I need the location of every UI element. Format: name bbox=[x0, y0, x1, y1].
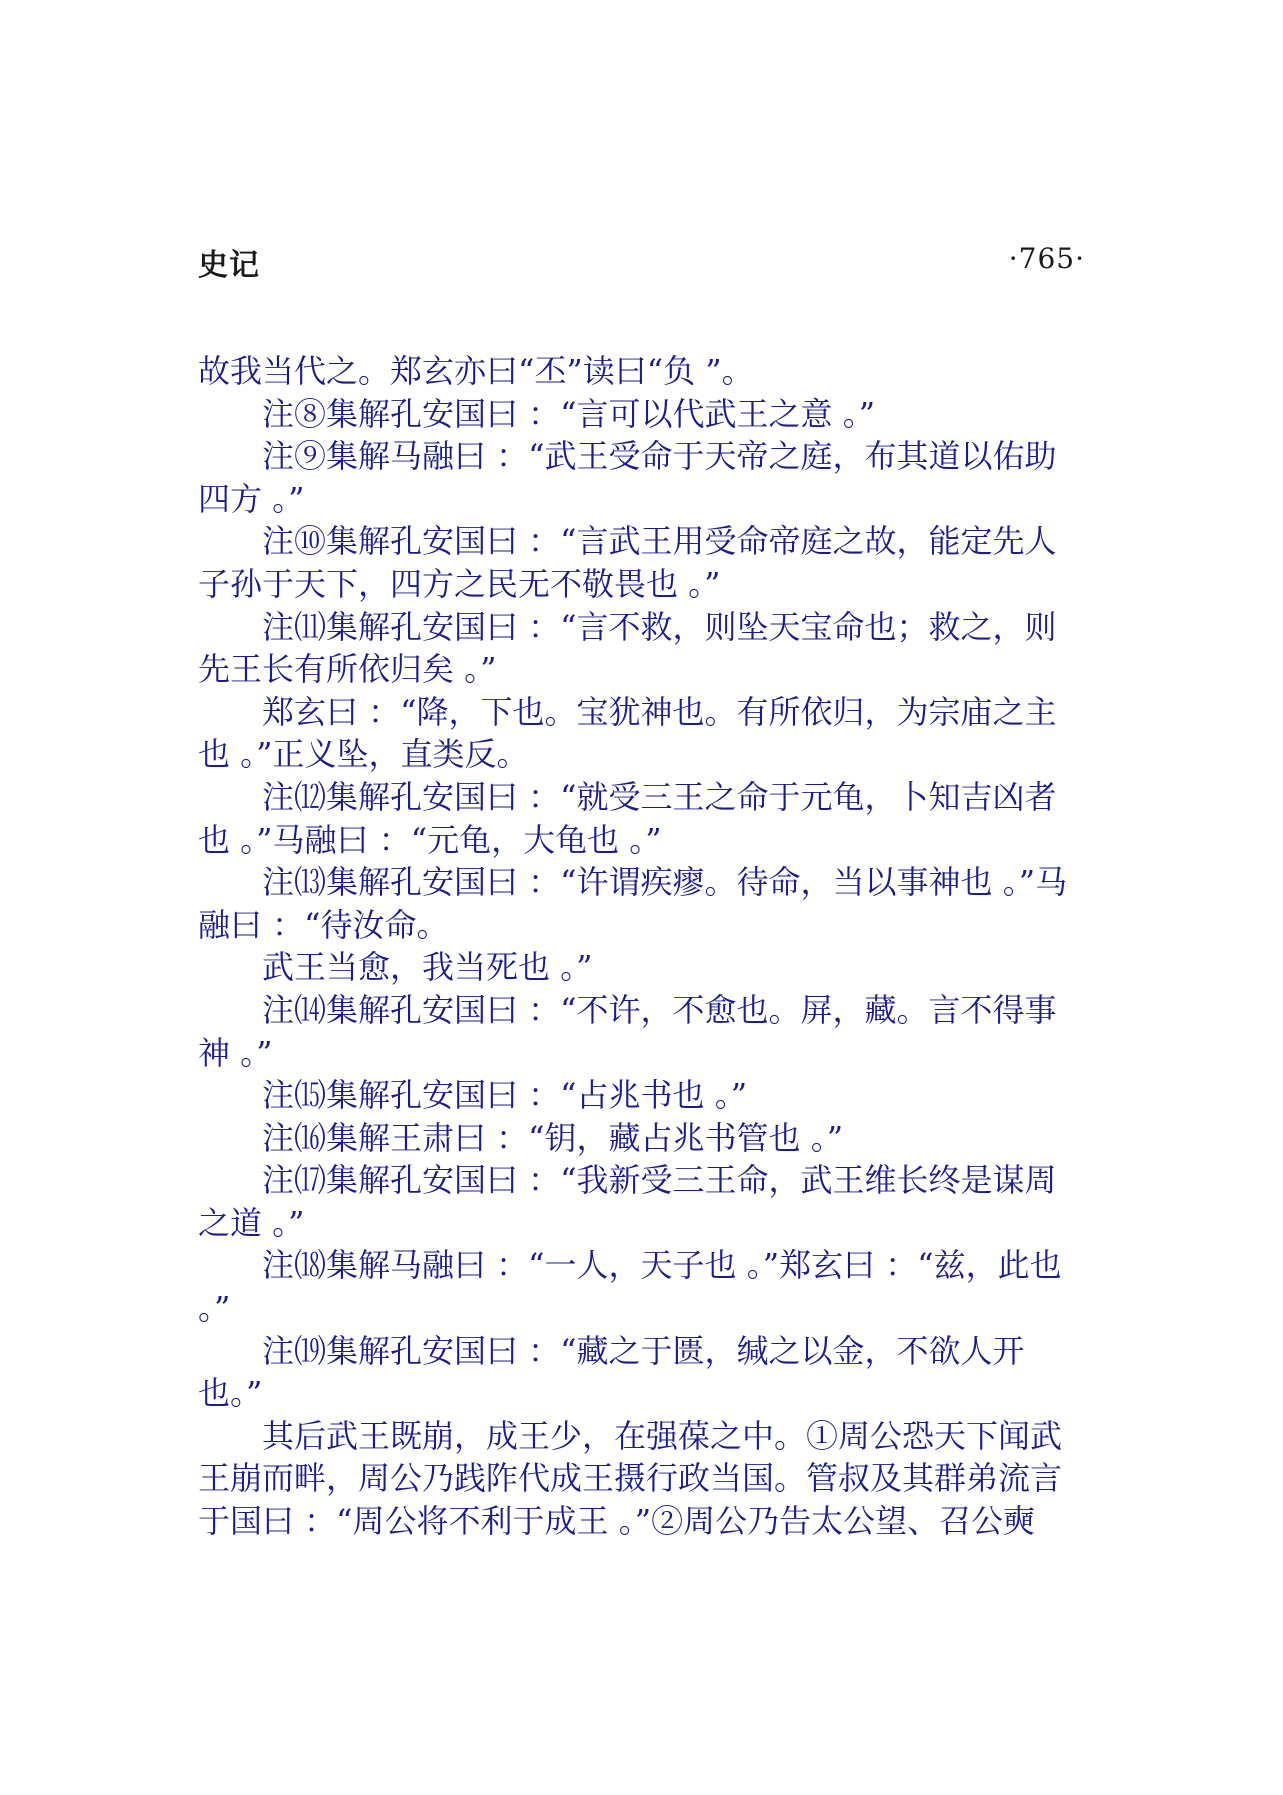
paragraph: 注⑩集解孔安国曰 ：“言武王用受命帝庭之故，能定先人子孙于天下，四方之民无不敬畏也 。” bbox=[198, 522, 1057, 603]
paragraph: 注⒄集解孔安国曰 ：“我新受三王命，武王维长终是谋周之道 。” bbox=[198, 1161, 1057, 1242]
paragraph: 注⒅集解马融曰 ：“一人，天子也 。”郑玄曰 ：“兹，此也 。” bbox=[198, 1246, 1072, 1328]
paragraph: 注⒂集解孔安国曰 ：“占兆书也 。” bbox=[262, 1076, 748, 1115]
paragraph: 其后武王既崩，成王少，在强葆之中。①周公恐天下闻武王崩而畔，周公乃践阼代成王摄行政当国。管叔及其群弟流言于国曰 ：“周公将不利于成王 。”②周公乃告太公望、召公奭 bbox=[198, 1416, 1063, 1541]
paragraph: 注⑧集解孔安国曰 ：“言可以代武王之意 。” bbox=[262, 394, 876, 433]
paragraph: 武王当愈，我当死也 。” bbox=[262, 948, 593, 987]
book-title: 史记 bbox=[198, 248, 260, 283]
paragraph: 注⑨集解马融曰 ：“武王受命于天帝之庭，布其道以佑助四方 。” bbox=[198, 437, 1057, 518]
paragraph: 注⒃集解王肃曰 ：“钥，藏占兆书管也 。” bbox=[262, 1118, 844, 1157]
paragraph: 注⒁集解孔安国曰 ：“不许，不愈也。屏，藏。言不得事神 。” bbox=[198, 990, 1057, 1072]
body-text bbox=[198, 350, 1085, 1543]
page-header bbox=[198, 240, 1085, 290]
paragraph: 郑玄曰 ：“降，下也。宝犹神也。有所依归，为宗庙之主也 。”正义坠，直类反。 bbox=[198, 692, 1057, 774]
paragraph: 故我当代之。郑玄亦曰“丕”读曰“负 ”。 bbox=[198, 352, 754, 390]
page-number: ·765· bbox=[1008, 242, 1085, 275]
paragraph: 注⒆集解孔安国曰 ：“藏之于匮，缄之以金，不欲人开也。” bbox=[198, 1331, 1025, 1413]
paragraph: 注⑿集解孔安国曰 ：“就受三王之命于元龟，卜知吉凶者也 。”马融曰 ：“元龟，大龟也 。” bbox=[198, 777, 1057, 859]
paragraph: 注⑾集解孔安国曰 ：“言不救，则坠天宝命也；救之，则先王长有所依归矣 。” bbox=[198, 607, 1057, 689]
paragraph: 注⒀集解孔安国曰 ：“许谓疾瘳。待命，当以事神也 。”马融曰 ：“待汝命。 bbox=[198, 863, 1068, 944]
